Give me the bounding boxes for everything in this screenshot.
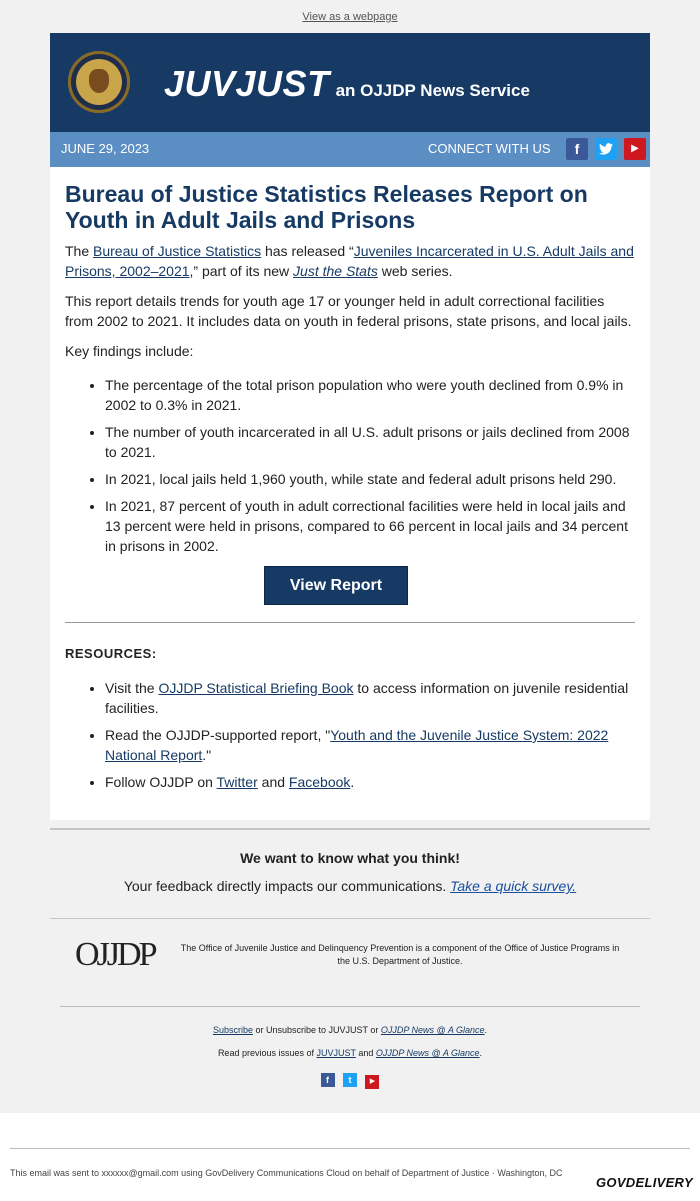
brand-subtitle: an OJJDP News Service (335, 81, 530, 100)
previous-issues-line: Read previous issues of JUVJUST and OJJDP News @ A Glance. (217, 1048, 483, 1058)
facebook-link[interactable]: Facebook (288, 774, 351, 790)
details-paragraph: This report details trends for youth age 17 or younger held in adult correctional facilities from 2002 to 2021. It includes data on youth in federal prisons, state prisons, and local jails. (65, 293, 632, 329)
twitter-link[interactable]: Twitter (216, 774, 258, 790)
list-item: • The number of youth incarcerated in all U.S. adult prisons or jails declined from 2008 to 2021. (105, 422, 635, 462)
connect-label: CONNECT WITH US (428, 141, 551, 156)
sent-to-notice: This email was sent to xxxxxx@gmail.com using GovDelivery Communications Cloud on behalf of Department of Justice · Washington, DC (10, 1168, 563, 1178)
subscribe-link[interactable]: Subscribe (212, 1025, 253, 1035)
news-glance-link[interactable]: OJJDP News @ A Glance (380, 1025, 485, 1035)
findings-list (65, 375, 635, 556)
twitter-icon[interactable] (595, 138, 617, 160)
just-the-stats-link[interactable]: Just the Stats (293, 263, 378, 279)
survey-text: Your feedback directly impacts our communications. Take a quick survey. (123, 878, 577, 894)
youtube-icon[interactable]: ▶ (365, 1075, 379, 1089)
list-item: • In 2021, 87 percent of youth in adult correctional facilities were held in local jails and 13 percent were held in prisons, compared to 66 percent in local jails and 34 percent in prisons in 2002. (105, 496, 635, 556)
facebook-icon[interactable]: f (566, 138, 588, 160)
report-title-link[interactable]: Juveniles Incarcerated in U.S. Adult Jails and Prisons, 2002–2021 (65, 243, 634, 279)
resources-heading: RESOURCES: (65, 646, 157, 661)
ojjdp-logo: OJJDP (75, 936, 155, 973)
newsletter-header (50, 33, 650, 132)
survey-section (50, 828, 650, 919)
list-item: • The percentage of the total prison population who were youth declined from 0.9% in 2002 to 0.3% in 2021. (105, 375, 635, 415)
list-item: • Follow OJJDP on Twitter and Facebook. (105, 772, 635, 792)
govdelivery-logo[interactable]: GOVDELIVERY (596, 1175, 693, 1190)
brand (164, 63, 530, 105)
view-report-button[interactable]: View Report (264, 566, 408, 605)
briefing-book-link[interactable]: OJJDP Statistical Briefing Book (158, 680, 354, 696)
news-glance-archive-link[interactable]: OJJDP News @ A Glance (375, 1048, 480, 1058)
youtube-icon[interactable]: ▶ (624, 138, 646, 160)
issue-date: JUNE 29, 2023 (61, 141, 150, 156)
list-item: • In 2021, local jails held 1,960 youth, while state and federal adult prisons held 290. (105, 469, 635, 489)
bjs-link[interactable]: Bureau of Justice Statistics (93, 243, 262, 259)
survey-link[interactable]: Take a quick survey. (450, 878, 577, 894)
survey-heading: We want to know what you think! (240, 850, 460, 866)
view-as-webpage-link[interactable]: View as a webpage (302, 11, 398, 23)
subscribe-line: Subscribe or Unsubscribe to JUVJUST or OJJDP News @ A Glance. (212, 1025, 488, 1035)
intro-paragraph: The Bureau of Justice Statistics has released “Juveniles Incarcerated in U.S. Adult Jails and Prisons, 2002–2021,” part of its new Just the Stats web series. (65, 243, 634, 279)
key-findings-label: Key findings include: (65, 343, 194, 359)
ojjdp-description: The Office of Juvenile Justice and Delinquency Prevention is a component of the Office of Justice Programs in the U.S. Department of Justice. (180, 943, 620, 966)
juvjust-archive-link[interactable]: JUVJUST (316, 1048, 356, 1058)
article-title: Bureau of Justice Statistics Releases Report on Youth in Adult Jails and Prisons (65, 181, 588, 233)
resources-list (65, 678, 635, 792)
date-bar (50, 132, 650, 167)
twitter-icon[interactable]: t (343, 1073, 357, 1087)
resources-section (65, 644, 635, 799)
national-report-link[interactable]: Youth and the Juvenile Justice System: 2022 National Report (105, 727, 609, 763)
facebook-icon[interactable]: f (321, 1073, 335, 1087)
divider (65, 622, 635, 623)
doj-seal-icon (68, 51, 130, 113)
main-content (50, 167, 650, 820)
list-item: • Read the OJJDP-supported report, "Youth and the Juvenile Justice System: 2022 National Report." (105, 725, 635, 765)
divider (60, 1006, 640, 1007)
list-item: • Visit the OJJDP Statistical Briefing Book to access information on juvenile residential facilities. (105, 678, 635, 718)
divider (10, 1148, 690, 1149)
brand-title: JUVJUST (164, 63, 330, 104)
footer-social (50, 1070, 650, 1089)
